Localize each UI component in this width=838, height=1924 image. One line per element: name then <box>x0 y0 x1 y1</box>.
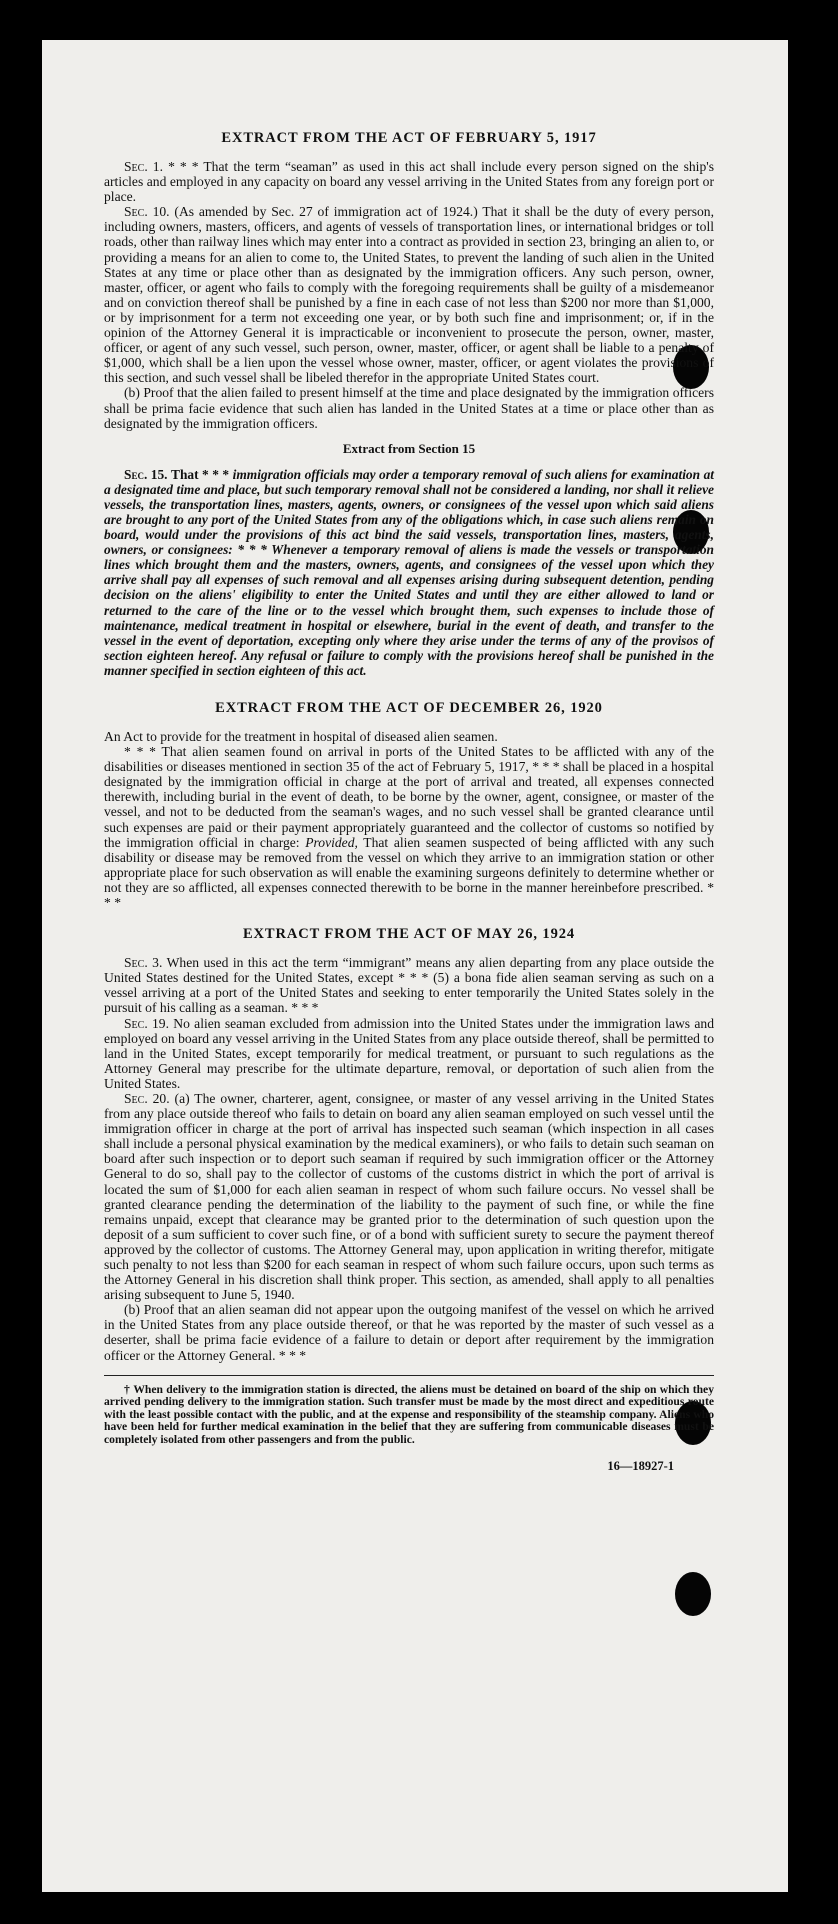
heading-act-1920: EXTRACT FROM THE ACT OF DECEMBER 26, 1920 <box>215 700 603 716</box>
sec10-text: (As amended by Sec. 27 of immigration act of 1924.) That it shall be the duty of every person, including owners, masters, officers, and agents of vessels of transportation lines, or international bridges or toll roads, other than railway lines which may enter into a contract as provided in section 23, bringing an alien to, or providing a means for an alien to come to, the United States, to prevent the landing of such alien in the United States at any time or place other than as designated by the immigration officers. Any such person, owner, master, officer, or agent who fails to comply with the foregoing requirements shall be guilty of a misdemeanor and on conviction thereof shall be punished by a fine in each case of not less than $200 nor more than $1,000, or by imprisonment for a term not exceeding one year, or by both such fine and imprisonment; or, if in the opinion of the Attorney General it is impracticable or inconvenient to prosecute the person, owner, master, officer, or agent of any such vessel, such person, owner, master, officer, or agent shall be liable to a penalty of $1,000, which shall be a lien upon the vessel whose owner, master, officer, or agent violates the provisions of this section, and such vessel shall be libeled therefor in the appropriate United States court. <box>104 204 714 386</box>
heading-act-1924: EXTRACT FROM THE ACT OF MAY 26, 1924 <box>242 926 576 943</box>
sec19-label: Sec. 19. <box>124 1015 169 1031</box>
act-1920-proviso-text: That alien seamen suspected of being afflicted with any such disability or disease may be removed from the vessel on which they arrive to an immigration station or other appropriate place for such observation as will enable the examining surgeons definitely to determine whether or not they are so afflicted, all expenses connected therewith to be borne in the manner hereinbefore prescribed. * * * <box>104 834 714 911</box>
footnote: † When delivery to the immigration station is directed, the aliens must be detained on board of the ship on which they arrived pending delivery to the immigration station. Such transfer must be made by the most direct and expeditious route with the least possible contact with the public, and at the expense and responsibility of the steamship company. Aliens who have been held for further medical examination in the belief that they are suffering from communicable diseases must be completely isolated from other passengers and from the public. <box>104 1382 714 1447</box>
sec10-paragraph <box>104 204 714 385</box>
act-1920-paragraph <box>104 744 714 910</box>
sec15-paragraph <box>104 467 714 678</box>
heading-section-15: Extract from Section 15 <box>342 440 476 456</box>
sec10-label: Sec. 10. <box>124 204 170 220</box>
act-1920-text: * * * That alien seamen found on arrival in ports of the United States to be afflicted with any of the disabilities or diseases mentioned in section 35 of the act of February 5, 1917, * * * shall be placed in a hospital designated by the immigration official in charge at the port of arrival and treated, all expenses connected therewith, including burial in the event of death, to be borne by the owner, agent, consignee, or master of the vessel, and not to be deducted from the seaman's wages, and no such vessel shall be granted clearance until such expenses are paid or their payment appropriately guaranteed and the collector of customs so notified by the immigration official in charge: <box>104 744 714 850</box>
sec1-label: Sec. 1. <box>124 159 163 174</box>
sec20b-paragraph: (b) Proof that an alien seaman did not appear upon the outgoing manifest of the vessel on which he arrived in the United States from any place outside thereof, or that he was reported by the master of such vessel as a deserter, shall be prima facie evidence of a failure to detain or deport after requirement by the immigration officer or the Attorney General. * * * <box>104 1302 714 1363</box>
sec20-label: Sec. 20. <box>124 1090 170 1106</box>
punch-hole-4 <box>675 1572 711 1616</box>
act-1920-intro: An Act to provide for the treatment in hospital of diseased alien seamen. <box>104 729 498 744</box>
sec3-paragraph <box>104 955 714 1015</box>
document-content <box>104 130 714 1474</box>
sec3-label: Sec. 3. <box>124 955 163 971</box>
sec15-label: Sec. 15. <box>124 466 168 482</box>
act-1920-proviso-word: Provided, <box>305 834 358 850</box>
sec19-paragraph <box>104 1016 714 1091</box>
sec3-text: When used in this act the term “immigrant” means any alien departing from any place outside the United States destined for the United States, except * * * (5) a bona fide alien seaman serving as such on a vessel arriving at a port of the United States and seeking to enter temporarily the United States solely in the pursuit of his calling as a seaman. * * * <box>104 955 714 1016</box>
footnote-divider <box>104 1375 714 1376</box>
sec15-text: immigration officials may order a temporary removal of such aliens for examination at a designated time and place, but such temporary removal shall not be considered a landing, nor shall it relieve vessels, the transportation lines, masters, agents, owners, or consignees of the vessel upon which said aliens are brought to any port of the United States from any of the obligations which, in case such aliens remain on board, would under the provisions of this act bind the said vessels, transportation lines, masters, agents, owners, or consignees: * * * Whenever a temporary removal of aliens is made the vessels or transportation lines which brought them and the masters, owners, agents, and consignees of the vessel upon which they arrive shall pay all expenses of such removal and all expenses arising during subsequent detention, pending decision on the aliens' eligibility to enter the United States and until they are either allowed to land or returned to the care of the line or to the vessel which brought them, such expenses to include those of maintenance, medical treatment in hospital or elsewhere, burial in the event of death, and transfer to the vessel in the event of deportation, excepting only where they arise under the terms of any of the provisos of section eighteen hereof. Any refusal or failure to comply with the provisions hereof shall be punished in the manner specified in section eighteen of this act. <box>104 466 714 678</box>
sec1-text: * * * That the term “seaman” as used in this act shall include every person signed on the ship's articles and employed in any capacity on board any vessel arriving in the United States from any foreign port or place. <box>104 159 714 205</box>
sec15-lead: That * * * <box>171 466 230 482</box>
sec20-paragraph <box>104 1091 714 1302</box>
sec1-paragraph <box>104 159 714 204</box>
sec19-text: No alien seaman excluded from admission into the United States under the immigration laws and employed on board any vessel arriving in the United States from any place outside thereof, shall be permitted to land in the United States, except temporarily for medical treatment, or pursuant to such regulations as the Attorney General may prescribe for the ultimate departure, removal, or deportation of such alien from the United States. <box>104 1015 714 1091</box>
sec20-text: (a) The owner, charterer, agent, consignee, or master of any vessel arriving in the United States from any place outside thereof who fails to detain on board any alien seaman employed on such vessel until the immigration officer in charge at the port of arrival has inspected such seaman (which inspection in all cases shall include a personal physical examination by the medical examiners), or who fails to detain such seaman on board after such inspection or to deport such seaman if required by such immigration officer or the Attorney General to do so, shall pay to the collector of customs of the customs district in which the port of arrival is located the sum of $1,000 for each alien seaman in respect of whom such failure occurs. No vessel shall be granted clearance pending the determination of the liability to the payment of such fine, or while the fine remains unpaid, except that clearance may be granted prior to the determination of such question upon the deposit of a sum sufficient to cover such fine, or of a bond with sufficient surety to secure the payment thereof approved by the collector of customs. The Attorney General may, upon application in writing therefor, mitigate such penalty to not less than $200 for each seaman in respect of whom such failure occurs, upon such terms as the Attorney General in his discretion shall think proper. This section, as amended, shall apply to all penalties arising subsequent to June 5, 1940. <box>104 1090 714 1303</box>
form-number: 16—18927-1 <box>607 1458 674 1473</box>
sec10b-paragraph: (b) Proof that the alien failed to present himself at the time and place designated by the immigration officers shall be prima facie evidence that such alien has landed in the United States at a time or place other than as designated by the immigration officers. <box>104 385 714 431</box>
heading-act-1917: EXTRACT FROM THE ACT OF FEBRUARY 5, 1917 <box>221 130 597 146</box>
